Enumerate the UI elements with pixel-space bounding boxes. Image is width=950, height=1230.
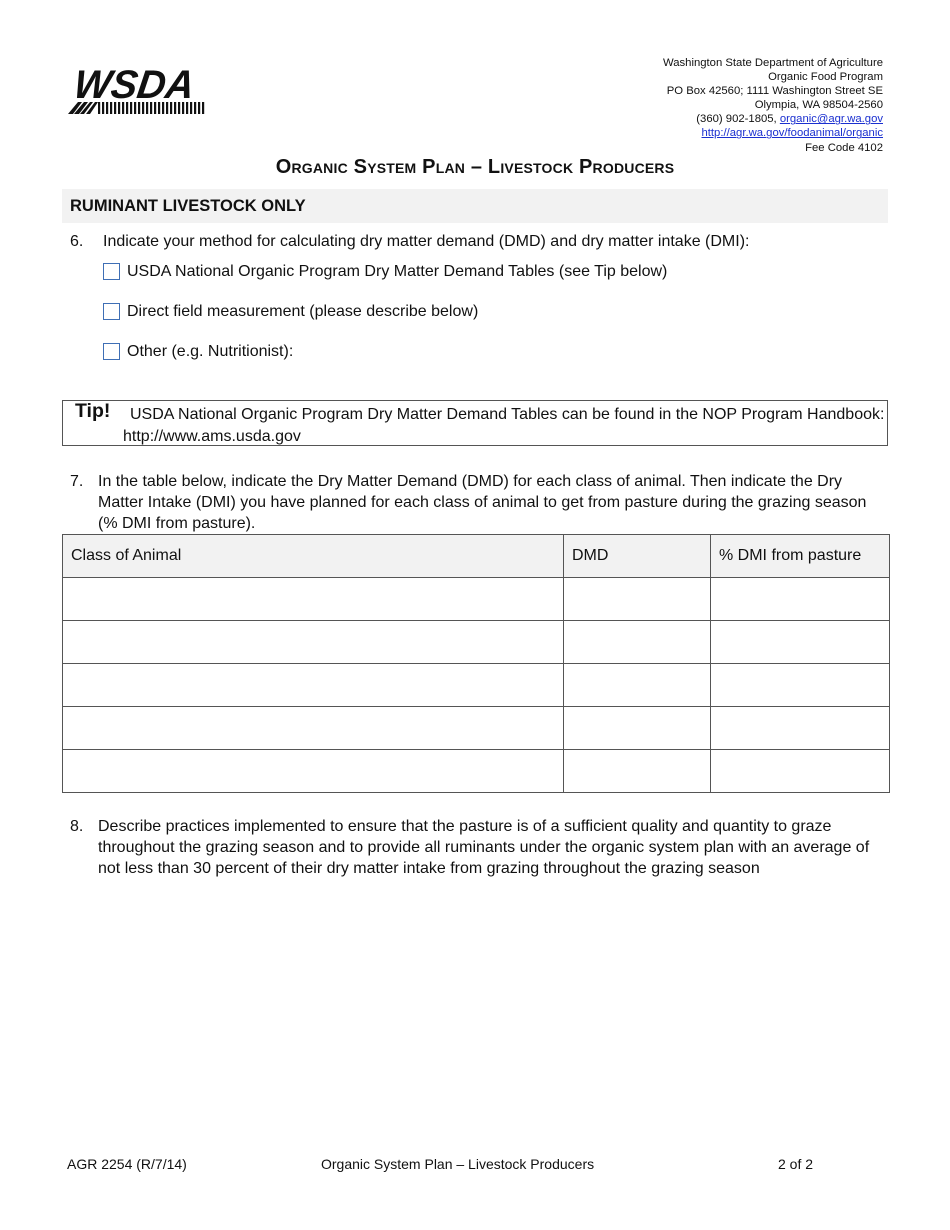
usda-tables-checkbox[interactable]: [103, 263, 120, 280]
column-header-dmi-from-pasture: % DMI from pasture: [711, 535, 890, 578]
question-8-text: Describe practices implemented to ensure that the pasture is of a sufficient quality and quantity to graze throughout the grazing season and to provide all ruminants under the organic system plan with an average of not less than 30 percent of their dry matter intake from grazing throughout the grazing season: [98, 818, 870, 877]
tip-text: USDA National Organic Program Dry Matter Demand Tables can be found in the NOP Program Handbook:: [130, 406, 885, 423]
tip-url: http://www.ams.usda.gov: [123, 428, 301, 445]
dmi-cell[interactable]: [711, 750, 890, 793]
question-6-text: Indicate your method for calculating dry matter demand (DMD) and dry matter intake (DMI):: [103, 233, 750, 250]
table-row: [63, 664, 890, 707]
option-usda-tables[interactable]: [103, 262, 667, 282]
agency-contact: [663, 112, 883, 126]
direct-field-label: Direct field measurement (please describe below): [127, 303, 479, 320]
dmi-cell[interactable]: [711, 621, 890, 664]
dmi-cell[interactable]: [711, 707, 890, 750]
table-row: [63, 750, 890, 793]
footer-form-id: AGR 2254 (R/7/14): [67, 1156, 187, 1172]
question-7-number: 7.: [70, 473, 84, 490]
dmd-cell[interactable]: [564, 664, 711, 707]
dmd-cell[interactable]: [564, 750, 711, 793]
other-label: Other (e.g. Nutritionist):: [127, 343, 294, 360]
table-row: [63, 707, 890, 750]
question-6-number: 6.: [70, 233, 84, 250]
class-of-animal-cell[interactable]: [63, 578, 564, 621]
tip-label: Tip!: [75, 400, 111, 422]
agency-program: Organic Food Program: [768, 71, 883, 84]
question-8: [70, 816, 880, 879]
dmi-cell[interactable]: [711, 578, 890, 621]
option-other[interactable]: [103, 342, 293, 362]
question-8-number: 8.: [70, 818, 84, 835]
table-row: [63, 578, 890, 621]
agency-email-link[interactable]: organic@agr.wa.gov: [779, 113, 883, 126]
svg-text:WSDA: WSDA: [71, 62, 200, 107]
wsda-logo: [68, 58, 206, 116]
agency-city: Olympia, WA 98504-2560: [754, 99, 883, 112]
tip-box: [62, 400, 888, 446]
section-header: RUMINANT LIVESTOCK ONLY: [62, 189, 888, 223]
table-header-row: [63, 535, 890, 578]
question-7: [70, 471, 880, 534]
agency-address: PO Box 42560; 1111 Washington Street SE: [666, 85, 883, 98]
footer-doc-title: Organic System Plan – Livestock Producers: [321, 1156, 595, 1172]
question-7-text: In the table below, indicate the Dry Matter Demand (DMD) for each class of animal. Then indicate the Dry Matter Intake (DMI) you have planned for each class of animal to get from pasture during the grazing season (% DMI from pasture).: [98, 473, 867, 532]
agency-phone: (360) 902-1805,: [696, 113, 777, 126]
class-of-animal-cell[interactable]: [63, 664, 564, 707]
column-header-class-of-animal: Class of Animal: [63, 535, 564, 578]
dmd-table: [62, 534, 890, 793]
dmd-cell[interactable]: [564, 707, 711, 750]
page-title: Organic System Plan – Livestock Producers: [275, 156, 675, 178]
class-of-animal-cell[interactable]: [63, 707, 564, 750]
other-checkbox[interactable]: [103, 343, 120, 360]
class-of-animal-cell[interactable]: [63, 621, 564, 664]
dmd-cell[interactable]: [564, 621, 711, 664]
question-6: [70, 231, 890, 252]
class-of-animal-cell[interactable]: [63, 750, 564, 793]
footer-page-number: 2 of 2: [778, 1156, 814, 1172]
agency-address-block: [663, 56, 883, 155]
fee-code: Fee Code 4102: [805, 141, 883, 154]
table-row: [63, 621, 890, 664]
direct-field-checkbox[interactable]: [103, 303, 120, 320]
usda-tables-label: USDA National Organic Program Dry Matter Demand Tables (see Tip below): [127, 263, 668, 280]
agency-website-link[interactable]: http://agr.wa.gov/foodanimal/organic: [701, 127, 883, 140]
dmi-cell[interactable]: [711, 664, 890, 707]
option-direct-field[interactable]: [103, 302, 478, 322]
dmd-cell[interactable]: [564, 578, 711, 621]
agency-name: Washington State Department of Agriculture: [663, 57, 883, 69]
column-header-dmd: DMD: [564, 535, 711, 578]
